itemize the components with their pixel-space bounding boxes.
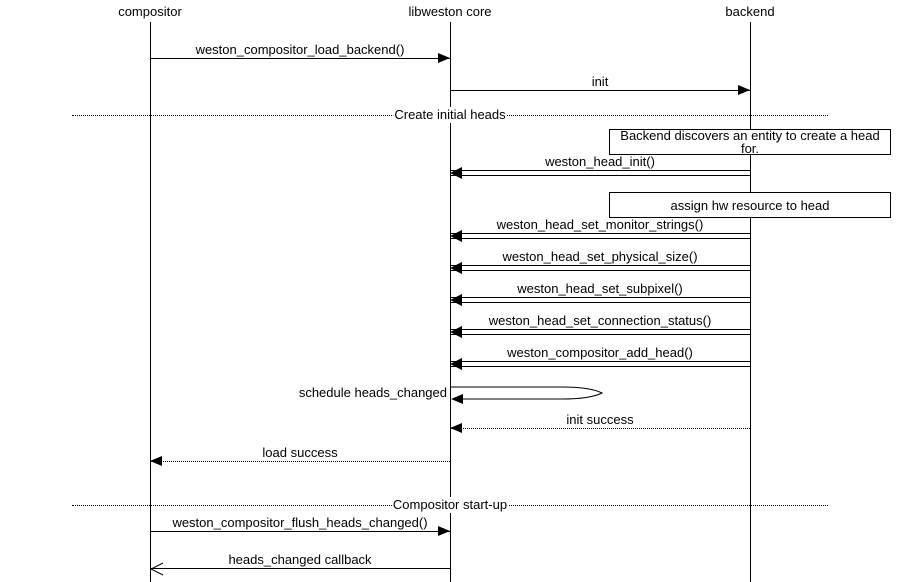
- note-box: assign hw resource to head: [609, 192, 891, 218]
- message-label: schedule heads_changed: [298, 385, 447, 400]
- message-line: [450, 270, 750, 271]
- message-line: [150, 58, 450, 59]
- message-label: weston_compositor_flush_heads_changed(): [172, 515, 428, 530]
- message-line: [450, 334, 750, 335]
- message-line: [450, 175, 750, 176]
- message-label: weston_compositor_add_head(): [507, 345, 693, 360]
- message-line: [150, 461, 450, 462]
- participant-label-compositor: compositor: [118, 4, 182, 19]
- self-message-loop: [450, 383, 604, 405]
- message-line: [450, 366, 750, 367]
- message-label: weston_compositor_load_backend(): [195, 42, 405, 57]
- note-box: Backend discovers an entity to create a head for.: [609, 129, 891, 155]
- participant-label-backend: backend: [725, 4, 775, 19]
- message-line: [450, 170, 750, 171]
- message-line: [450, 90, 750, 91]
- message-line: [450, 428, 750, 429]
- message-label: weston_head_set_monitor_strings(): [496, 217, 704, 232]
- message-line: [150, 568, 450, 569]
- message-label: weston_head_set_subpixel(): [517, 281, 683, 296]
- message-line: [450, 265, 750, 266]
- message-label: load success: [262, 445, 338, 460]
- filled-arrowhead-icon: [451, 394, 463, 404]
- divider-label: Compositor start-up: [392, 497, 508, 512]
- message-label: init: [591, 74, 609, 89]
- message-line: [450, 329, 750, 330]
- message-line: [450, 238, 750, 239]
- message-line: [450, 297, 750, 298]
- divider-label: Create initial heads: [394, 107, 506, 122]
- lifeline-backend: [750, 22, 751, 582]
- message-label: weston_head_set_physical_size(): [502, 249, 698, 264]
- lifeline-compositor: [150, 22, 151, 582]
- message-label: weston_head_set_connection_status(): [488, 313, 712, 328]
- message-label: weston_head_init(): [545, 154, 655, 169]
- message-label: heads_changed callback: [228, 552, 372, 567]
- message-line: [450, 302, 750, 303]
- message-line: [450, 361, 750, 362]
- message-label: init success: [566, 412, 634, 427]
- message-line: [150, 531, 450, 532]
- message-line: [450, 233, 750, 234]
- participant-label-libweston-core: libweston core: [408, 4, 492, 19]
